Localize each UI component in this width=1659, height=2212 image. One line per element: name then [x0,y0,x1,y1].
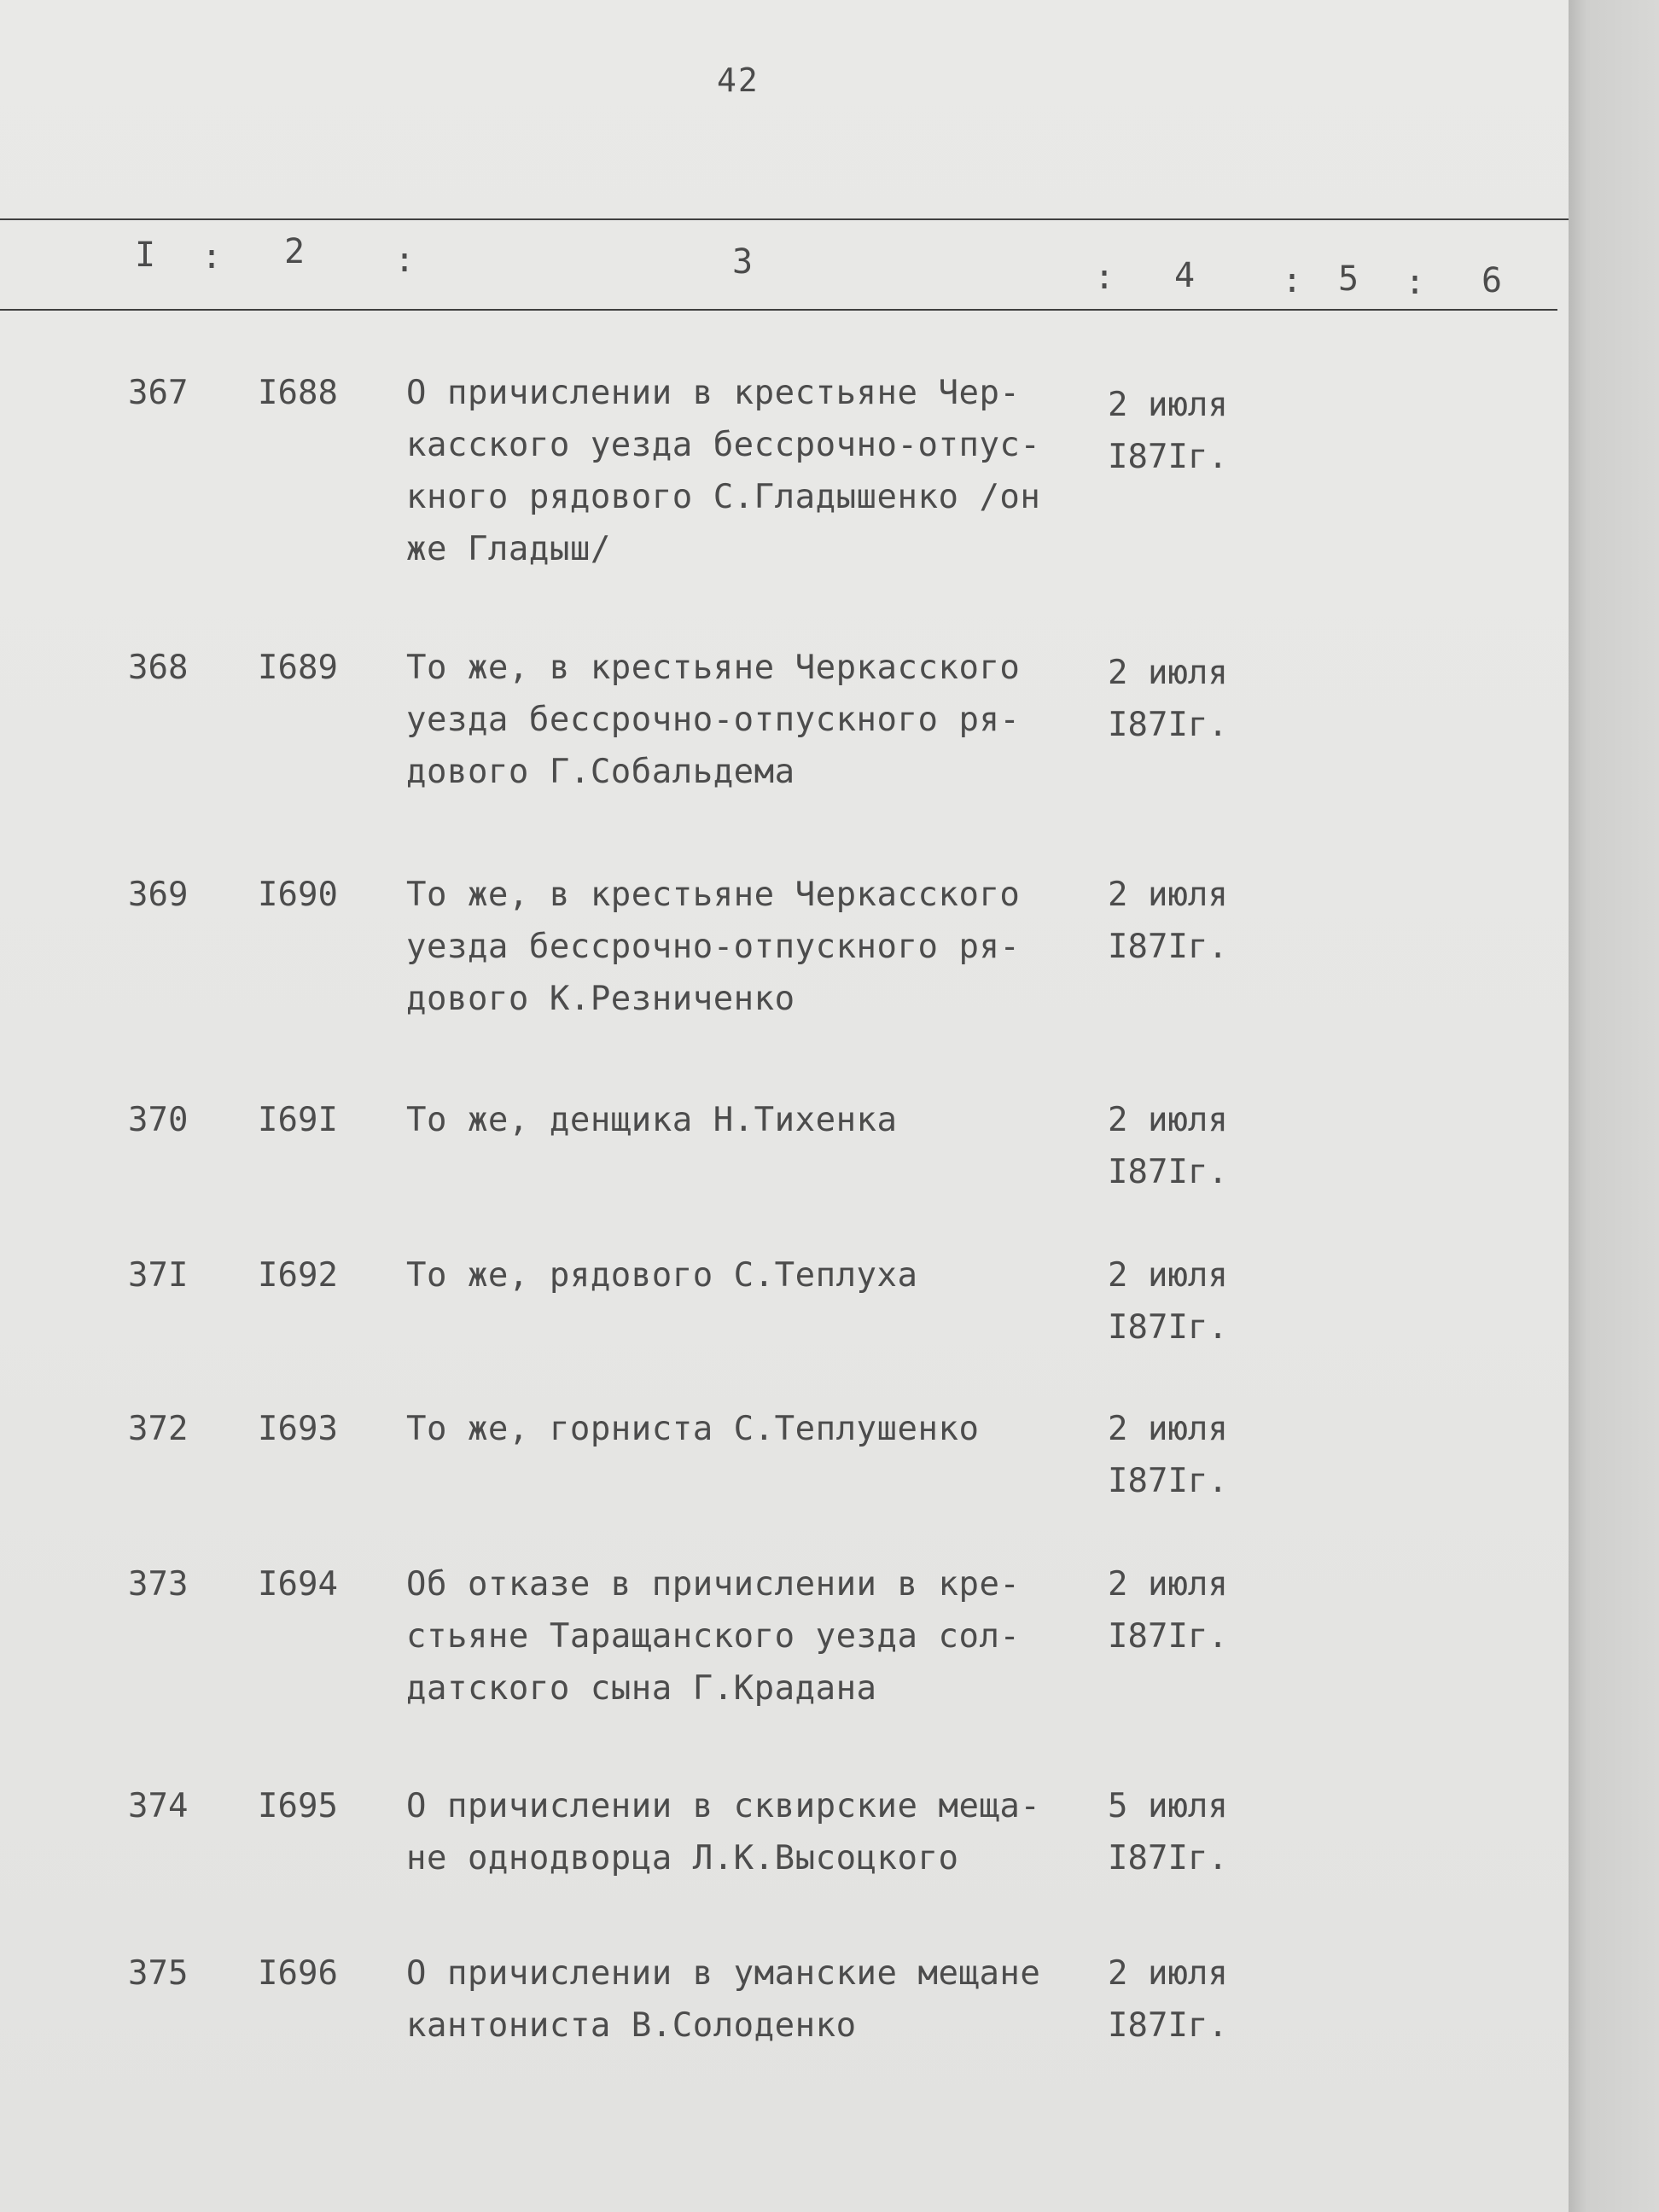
row-number: 37I [128,1256,189,1295]
header-col-5: 5 [1338,259,1359,299]
row-date [1108,647,1278,751]
date-year: I87Iг. [1108,1308,1228,1347]
title-line: кантониста В.Солоденко [406,2006,857,2045]
title-line: То же, рядового С.Теплуха [406,1256,918,1295]
row-title [406,1947,1089,2052]
row-title [406,1780,1089,1884]
file-number: I689 [258,649,338,687]
header-separator: : [1282,261,1303,300]
row-date [1108,869,1278,973]
row-title [406,869,1089,1025]
row-title [406,642,1089,798]
title-line: То же, горниста С.Теплушенко [406,1410,980,1448]
title-line: О причислении в крестьяне Чер- [406,374,1021,412]
row-date [1108,1947,1278,2052]
file-number: I694 [258,1565,338,1604]
row-number: 370 [128,1101,189,1139]
date-year: I87Iг. [1108,1153,1228,1191]
title-line: дового К.Резниченко [406,980,795,1018]
file-number: I693 [258,1410,338,1448]
row-date [1108,1249,1278,1353]
row-title [406,1249,1089,1301]
date-year: I87Iг. [1108,438,1228,476]
title-line: стьяне Таращанского уезда сол- [406,1617,1021,1656]
row-date [1108,1780,1278,1884]
row-number: 369 [128,876,189,914]
date-day: 2 июля [1108,1256,1228,1295]
row-number: 375 [128,1954,189,1993]
row-number: 368 [128,649,189,687]
row-date [1108,1403,1278,1507]
date-day: 2 июля [1108,876,1228,914]
row-date [1108,1558,1278,1662]
title-line: дового Г.Собальдема [406,753,795,791]
date-year: I87Iг. [1108,928,1228,966]
header-separator: : [1094,258,1115,297]
row-title [406,1094,1089,1146]
file-number: I696 [258,1954,338,1993]
title-line: не однодворца Л.К.Высоцкого [406,1839,959,1877]
file-number: I695 [258,1787,338,1825]
title-line: То же, денщика Н.Тихенка [406,1101,898,1139]
date-day: 5 июля [1108,1787,1228,1825]
header-col-2: 2 [284,232,306,271]
row-date [1108,1094,1278,1198]
row-number: 372 [128,1410,189,1448]
date-day: 2 июля [1108,1410,1228,1448]
date-year: I87Iг. [1108,706,1228,744]
title-line: То же, в крестьяне Черкасского [406,876,1021,914]
page-number: 42 [717,61,760,99]
header-col-6: 6 [1481,261,1503,300]
date-day: 2 июля [1108,1565,1228,1604]
date-year: I87Iг. [1108,2006,1228,2045]
title-line: кного рядового С.Гладышенко /он [406,478,1041,516]
title-line: уезда бессрочно-отпускного ря- [406,701,1021,739]
row-number: 374 [128,1787,189,1825]
file-number: I692 [258,1256,338,1295]
row-date [1108,379,1278,483]
header-separator: : [394,241,416,280]
title-line: О причислении в уманские мещане [406,1954,1041,1993]
title-line: же Гладыш/ [406,530,611,568]
title-line: датского сына Г.Крадана [406,1669,877,1708]
header-top-rule [0,218,1570,220]
date-year: I87Iг. [1108,1617,1228,1656]
date-year: I87Iг. [1108,1462,1228,1500]
date-year: I87Iг. [1108,1839,1228,1877]
row-title [406,1403,1089,1455]
row-title [406,1558,1089,1714]
title-line: касского уезда бессрочно-отпус- [406,426,1041,464]
header-separator: : [1405,263,1426,302]
row-title [406,367,1089,575]
header-separator: : [201,237,223,276]
date-day: 2 июля [1108,1954,1228,1993]
date-day: 2 июля [1108,654,1228,692]
header-col-3: 3 [732,242,754,282]
page-edge-shadow [1569,0,1659,2212]
row-number: 373 [128,1565,189,1604]
title-line: То же, в крестьяне Черкасского [406,649,1021,687]
file-number: I690 [258,876,338,914]
title-line: О причислении в сквирские меща- [406,1787,1041,1825]
date-day: 2 июля [1108,1101,1228,1139]
date-day: 2 июля [1108,386,1228,424]
header-bottom-rule [0,309,1557,311]
file-number: I69I [258,1101,338,1139]
title-line: Об отказе в причислении в кре- [406,1565,1021,1604]
title-line: уезда бессрочно-отпускного ря- [406,928,1021,966]
row-number: 367 [128,374,189,412]
file-number: I688 [258,374,338,412]
header-col-1: I [135,236,156,275]
header-col-4: 4 [1174,256,1196,295]
